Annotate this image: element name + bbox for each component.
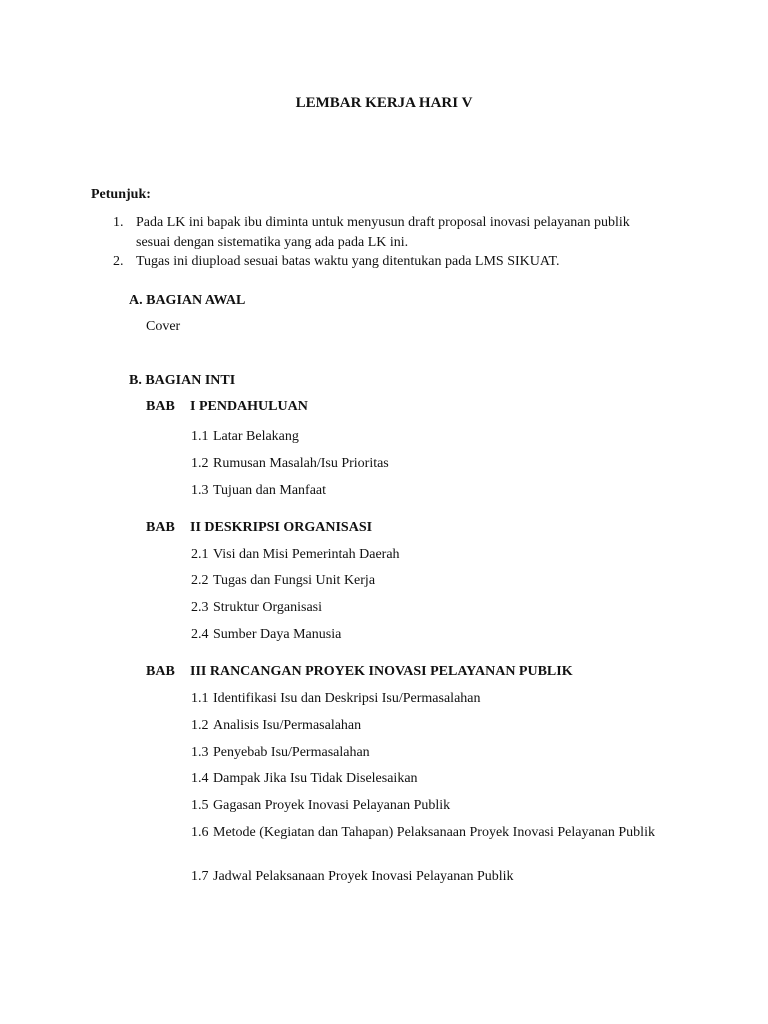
section-a-heading: A. BAGIAN AWAL xyxy=(129,293,246,308)
list-item-number: 1.3 xyxy=(191,483,209,498)
bab-label: BAB xyxy=(146,664,175,679)
section-a-item: Cover xyxy=(146,319,181,334)
list-item-number: 1.6 xyxy=(191,825,209,840)
list-item: Tugas dan Fungsi Unit Kerja xyxy=(213,573,376,588)
list-item: Penyebab Isu/Permasalahan xyxy=(213,745,370,760)
list-item: Tujuan dan Manfaat xyxy=(213,483,327,498)
list-item-number: 1.2 xyxy=(191,718,209,733)
instructions-heading: Petunjuk: xyxy=(91,187,151,202)
list-item: Dampak Jika Isu Tidak Diselesaikan xyxy=(213,771,418,786)
bab-label: BAB xyxy=(146,520,175,535)
list-item-number: 1.7 xyxy=(191,869,209,884)
instruction-text-continued: sesuai dengan sistematika yang ada pada LK ini. xyxy=(136,235,409,250)
list-item-number: 1.4 xyxy=(191,771,209,786)
list-item: Identifikasi Isu dan Deskripsi Isu/Permasalahan xyxy=(213,691,481,706)
instruction-text: Pada LK ini bapak ibu diminta untuk menyusun draft proposal inovasi pelayanan publik xyxy=(136,215,630,230)
list-item-number: 1.1 xyxy=(191,691,209,706)
list-item: Analisis Isu/Permasalahan xyxy=(213,718,362,733)
bab-title: II DESKRIPSI ORGANISASI xyxy=(190,520,373,535)
list-item: Gagasan Proyek Inovasi Pelayanan Publik xyxy=(213,798,451,813)
instruction-number: 1. xyxy=(113,215,124,230)
list-item: Struktur Organisasi xyxy=(213,600,323,615)
list-item-number: 2.2 xyxy=(191,573,209,588)
instruction-number: 2. xyxy=(113,254,124,269)
document-title: LEMBAR KERJA HARI V xyxy=(295,95,473,111)
list-item: Latar Belakang xyxy=(213,429,299,444)
list-item-number: 1.2 xyxy=(191,456,209,471)
list-item: Metode (Kegiatan dan Tahapan) Pelaksanaan Proyek Inovasi Pelayanan Publik xyxy=(213,825,655,840)
list-item: Rumusan Masalah/Isu Prioritas xyxy=(213,456,389,471)
bab-label: BAB xyxy=(146,399,175,414)
list-item: Sumber Daya Manusia xyxy=(213,627,342,642)
list-item: Jadwal Pelaksanaan Proyek Inovasi Pelayanan Publik xyxy=(213,869,514,884)
list-item-number: 1.3 xyxy=(191,745,209,760)
list-item-number: 2.3 xyxy=(191,600,209,615)
list-item-number: 1.1 xyxy=(191,429,209,444)
bab-title: I PENDAHULUAN xyxy=(190,399,308,414)
list-item-number: 2.1 xyxy=(191,547,209,562)
list-item: Visi dan Misi Pemerintah Daerah xyxy=(213,547,400,562)
bab-title: III RANCANGAN PROYEK INOVASI PELAYANAN PUBLIK xyxy=(190,664,573,679)
list-item-number: 2.4 xyxy=(191,627,209,642)
list-item-number: 1.5 xyxy=(191,798,209,813)
instruction-text: Tugas ini diupload sesuai batas waktu yang ditentukan pada LMS SIKUAT. xyxy=(136,254,560,269)
section-b-heading: B. BAGIAN INTI xyxy=(129,373,236,388)
